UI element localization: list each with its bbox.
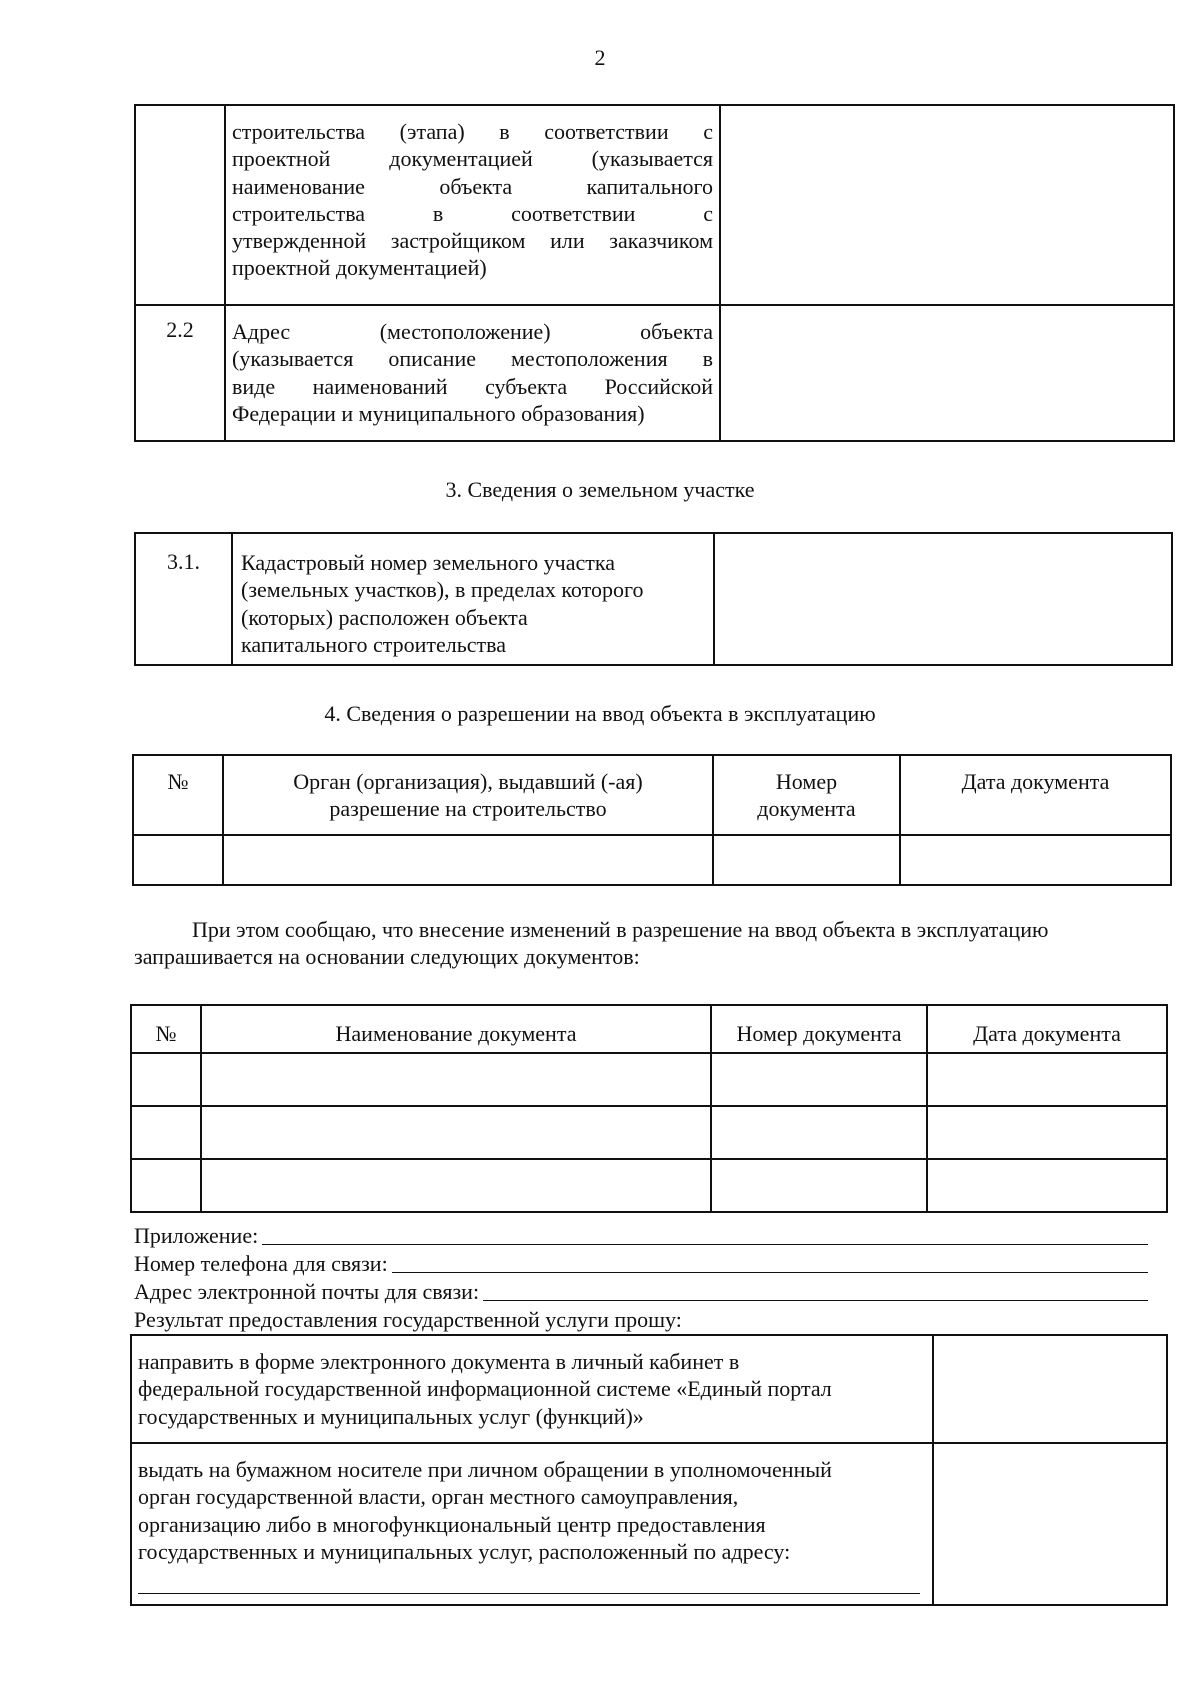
text-line: строительства в соответствии с — [232, 200, 713, 226]
option-electronic-text — [131, 1335, 933, 1443]
text-line: строительства (этапа) в соответствии с — [232, 119, 713, 144]
header-line: Номер — [775, 769, 838, 794]
text-line: (земельных участков), в пределах которого — [241, 577, 644, 603]
header-issuing-organ — [223, 755, 713, 835]
doc-name-cell[interactable] — [201, 1106, 711, 1159]
email-input-line[interactable] — [483, 1299, 1148, 1301]
table-header-row — [133, 755, 1171, 835]
doc-date-cell[interactable] — [927, 1053, 1167, 1106]
table-row — [131, 1443, 1167, 1605]
text-line: направить в форме электронного документа в личный кабинет в — [138, 1349, 740, 1374]
table-row — [131, 1335, 1167, 1443]
text-line: государственных и муниципальных услуг (функций)» — [138, 1403, 644, 1429]
object-address-value-cell[interactable] — [720, 305, 1174, 441]
documents-table — [130, 1004, 1168, 1213]
option-paper-mark-cell[interactable] — [933, 1443, 1167, 1605]
text-line: выдать на бумажном носителе при личном обращении в уполномоченный — [138, 1457, 832, 1482]
doc-date-cell[interactable] — [927, 1159, 1167, 1212]
header-line: разрешение на строительство — [329, 796, 607, 822]
text-line: (указывается описание местоположения в — [232, 346, 713, 372]
table-row — [135, 105, 1174, 305]
row-number-cell — [135, 105, 225, 305]
table-row — [131, 1159, 1167, 1212]
option-electronic-mark-cell[interactable] — [933, 1335, 1167, 1443]
table-row — [135, 533, 1172, 665]
header-document-date: Дата документа — [900, 755, 1171, 835]
attachment-label: Приложение: — [134, 1223, 259, 1248]
email-field — [134, 1278, 1148, 1305]
table-row — [131, 1106, 1167, 1159]
doc-number-cell[interactable] — [131, 1159, 201, 1212]
text-line: Федерации и муниципального образования) — [232, 400, 645, 426]
permit-number-cell[interactable] — [133, 835, 223, 885]
header-document-name: Наименование документа — [201, 1005, 711, 1053]
text-line: наименование объекта капитального — [232, 173, 713, 199]
header-number: № — [133, 755, 223, 835]
object-info-table — [134, 104, 1175, 442]
text-line: орган государственной власти, орган местного самоуправления, — [138, 1484, 739, 1510]
result-options-table — [130, 1334, 1168, 1606]
object-address-description-cell — [225, 305, 720, 441]
header-number: № — [131, 1005, 201, 1053]
cadastral-number-value-cell[interactable] — [714, 533, 1172, 665]
address-input-line[interactable] — [138, 1565, 920, 1594]
doc-docnum-cell[interactable] — [711, 1159, 927, 1212]
text-line: (которых) расположен объекта — [241, 604, 528, 630]
page-number: 2 — [594, 45, 606, 70]
header-document-number: Номер документа — [711, 1005, 927, 1053]
doc-name-cell[interactable] — [201, 1159, 711, 1212]
attachment-field — [134, 1222, 1148, 1249]
text-line: проектной документацией) — [232, 255, 487, 281]
doc-docnum-cell[interactable] — [711, 1106, 927, 1159]
text-line: проектной документацией (указывается — [232, 146, 713, 172]
intro-line: При этом сообщаю, что внесение изменений в разрешение на ввод объекта в эксплуатацию — [192, 917, 1049, 942]
header-line: документа — [757, 796, 856, 822]
table-row — [131, 1053, 1167, 1106]
doc-docnum-cell[interactable] — [711, 1053, 927, 1106]
result-label: Результат предоставления государственной услуги прошу: — [134, 1307, 682, 1332]
text-line: организацию либо в многофункциональный центр предоставления — [138, 1511, 766, 1537]
intro-paragraph — [134, 916, 1164, 971]
land-plot-table — [134, 532, 1173, 666]
permit-date-cell[interactable] — [900, 835, 1171, 885]
text-line: государственных и муниципальных услуг, расположенный по адресу: — [138, 1538, 791, 1564]
intro-line: запрашивается на основании следующих документов: — [134, 944, 640, 970]
object-name-description-cell — [225, 105, 720, 305]
doc-number-cell[interactable] — [131, 1106, 201, 1159]
text-line: Кадастровый номер земельного участка — [241, 550, 615, 575]
text-line: капитального строительства — [241, 631, 507, 657]
section3-title: 3. Сведения о земельном участке — [445, 477, 755, 502]
row-number-cell: 3.1. — [135, 533, 232, 665]
doc-name-cell[interactable] — [201, 1053, 711, 1106]
row-number-cell: 2.2 — [135, 305, 225, 441]
permit-organ-cell[interactable] — [223, 835, 713, 885]
text-line: федеральной государственной информационной системе «Единый портал — [138, 1376, 832, 1402]
object-name-value-cell[interactable] — [720, 105, 1174, 305]
phone-input-line[interactable] — [392, 1271, 1148, 1273]
email-label: Адрес электронной почты для связи: — [134, 1279, 480, 1304]
text-line: Адрес (местоположение) объекта — [232, 319, 713, 344]
section4-title: 4. Сведения о разрешении на ввод объекта в эксплуатацию — [324, 701, 876, 726]
table-header-row — [131, 1005, 1167, 1053]
phone-field — [134, 1250, 1148, 1277]
permit-info-table — [132, 754, 1172, 886]
doc-number-cell[interactable] — [131, 1053, 201, 1106]
text-line: утвержденной застройщиком или заказчиком — [232, 228, 713, 254]
header-line: Орган (организация), выдавший (-ая) — [293, 769, 643, 794]
text-line: виде наименований субъекта Российской — [232, 373, 713, 399]
table-row — [133, 835, 1171, 885]
doc-date-cell[interactable] — [927, 1106, 1167, 1159]
header-document-date: Дата документа — [927, 1005, 1167, 1053]
attachment-input-line[interactable] — [262, 1243, 1148, 1245]
cadastral-number-description-cell — [232, 533, 714, 665]
permit-docnum-cell[interactable] — [713, 835, 900, 885]
header-document-number — [713, 755, 900, 835]
phone-label: Номер телефона для связи: — [134, 1251, 388, 1276]
option-paper-text — [131, 1443, 933, 1605]
table-row — [135, 305, 1174, 441]
